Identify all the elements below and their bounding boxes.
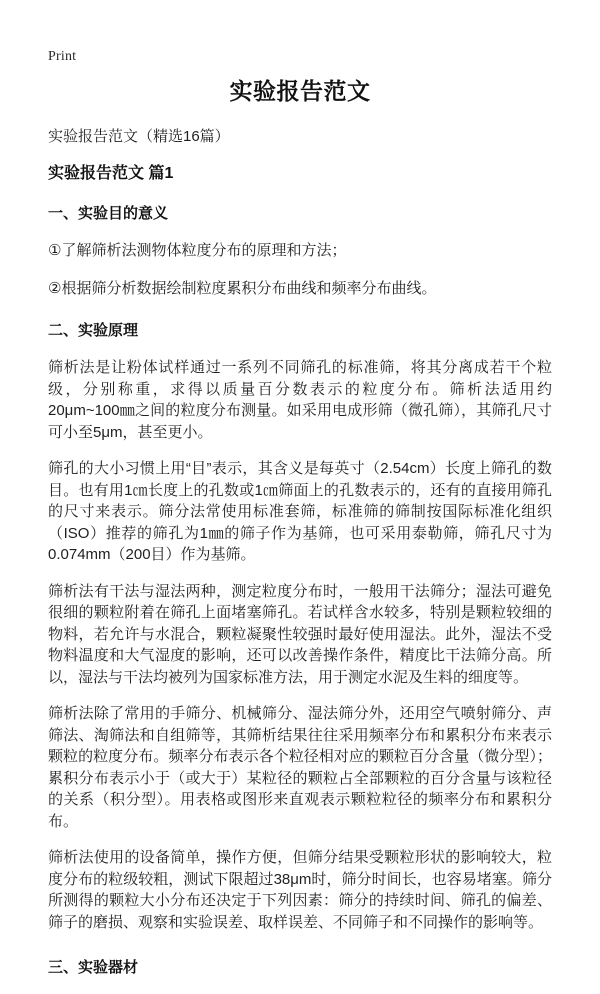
article-heading: 实验报告范文 篇1 xyxy=(48,165,174,182)
body-paragraph: 筛析法除了常用的手筛分、机械筛分、湿法筛分外，还用空气喷射筛分、声筛法、淘筛法和自组筛等，其筛析结果往往采用频率分布和累积分布来表示颗粒的粒度分布。频率分布表示各个粒径相对应的颗粒百分含量（微分型）；累积分布表示小于（或大于）某粒径的颗粒占全部颗粒的百分含量与该粒径的关系（积分型）。用表格或图形来直观表示颗粒粒径的频率分布和累积分布。 xyxy=(48,705,552,830)
body-paragraph: 筛析法是让粉体试样通过一系列不同筛孔的标准筛，将其分离成若干个粒级，分别称重，求得以质量百分数表示的粒度分布。筛析法适用约20μm~100㎜之间的粒度分布测量。如采用电成形筛（微孔筛），其筛孔尺寸可小至5μm，甚至更小。 xyxy=(48,359,552,441)
section-heading-1: 一、实验目的意义 xyxy=(48,205,169,222)
document-subtitle: 实验报告范文（精选16篇） xyxy=(48,128,230,145)
section-heading-2: 二、实验原理 xyxy=(48,322,139,339)
print-label[interactable]: Print xyxy=(48,49,77,64)
document-content xyxy=(48,76,552,994)
body-paragraph: 筛析法使用的设备简单，操作方便，但筛分结果受颗粒形状的影响较大，粒度分布的粒级较粗，测试下限超过38μm时，筛分时间长，也容易堵塞。筛分所测得的颗粒大小分布还决定于下列因素：筛分的持续时间、筛孔的偏差、筛子的磨损、观察和实验误差、取样误差、不同筛子和不同操作的影响等。 xyxy=(48,849,552,931)
list-item: ②根据筛分析数据绘制粒度累积分布曲线和频率分布曲线。 xyxy=(48,279,437,297)
list-item: ①了解筛析法测物体粒度分布的原理和方法； xyxy=(48,242,347,259)
section-heading-3: 三、实验器材 xyxy=(48,959,139,976)
page-title: 实验报告范文 xyxy=(229,78,371,104)
body-paragraph: 筛孔的大小习惯上用“目”表示，其含义是每英寸（2.54cm）长度上筛孔的数目。也有用1㎝长度上的孔数或1㎝筛面上的孔数表示的，还有的直接用筛孔的尺寸来表示。筛分法常使用标准套筛，标准筛的筛制按国际标准化组织（ISO）推荐的筛孔为1㎜的筛子作为基筛，也可采用泰勒筛，筛孔尺寸为0.074mm（200目）作为基筛。 xyxy=(48,460,552,563)
section-spacer xyxy=(48,948,552,957)
body-paragraph: 筛析法有干法与湿法两种，测定粒度分布时，一般用干法筛分；湿法可避免很细的颗粒附着在筛孔上面堵塞筛孔。若试样含水较多，特别是颗粒较细的物料，若允许与水混合，颗粒凝聚性较强时最好使用湿法。此外，湿法不受物料温度和大气湿度的影响，还可以改善操作条件，精度比干法筛分高。所以，湿法与干法均被列为国家标准方法，用于测定水泥及生料的细度等。 xyxy=(48,582,552,686)
